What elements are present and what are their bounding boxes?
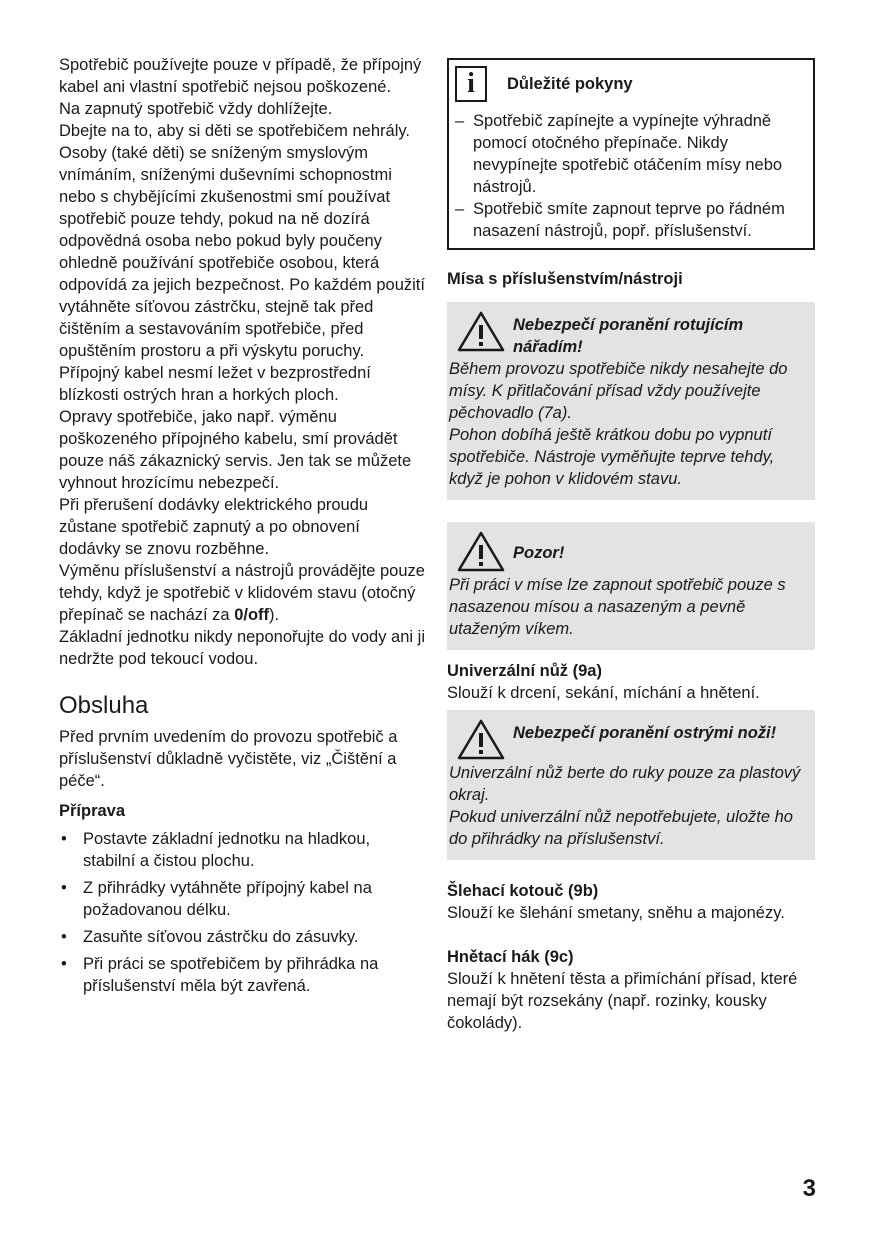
important-notes-box	[447, 58, 815, 250]
dough-hook-text: Slouží k hnětení těsta a přimíchání přísad, které nemají být rozsekány (např. rozinky, kousky čokolády).	[447, 970, 798, 1032]
list-item: – Spotřebič smíte zapnout teprve po řádném nasazení nástrojů, popř. příslušenství.	[455, 198, 805, 242]
list-item: • Při práci se spotřebičem by přihrádka na příslušenství měla být zavřená.	[59, 953, 425, 997]
section-title: Obsluha	[59, 692, 149, 719]
replace-text-after: ).	[269, 606, 280, 624]
dough-hook-title: Hnětací hák (9c)	[447, 948, 574, 966]
safety-paragraph-4: Přípojný kabel nesmí ležet v bezprostřední blízkosti ostrých hran a horkých ploch.	[59, 364, 371, 404]
info-icon: i	[455, 66, 487, 102]
section-intro: Před prvním uvedením do provozu spotřebič a příslušenství důkladně vyčistěte, viz „Čištění a péče“.	[59, 728, 398, 790]
warning-box-rotating-tools	[447, 302, 815, 500]
warning-triangle-icon	[449, 716, 513, 762]
left-column	[59, 54, 425, 1002]
safety-paragraph-6: Při přerušení dodávky elektrického proudu zůstane spotřebič zapnutý a po obnovení dodávky se znovu rozběhne.	[59, 496, 369, 558]
preparation-title: Příprava	[59, 802, 126, 820]
safety-paragraph-5: Opravy spotřebiče, jako např. výměnu poškozeného přípojného kabelu, smí provádět pouze náš zákaznický servis. Jen tak se můžete vyhnout hrozícímu nebezpečí.	[59, 408, 412, 492]
safety-paragraph-last: Základní jednotku nikdy neponořujte do vody ani ji nedržte pod tekoucí vodou.	[59, 628, 425, 668]
preparation-list	[59, 828, 425, 997]
warning-triangle-icon	[449, 308, 513, 354]
safety-paragraph-1: Spotřebič používejte pouze v případě, že přípojný kabel ani vlastní spotřebič nejsou poškozené.	[59, 56, 422, 96]
warning-text: Během provozu spotřebiče nikdy nesahejte do mísy. K přitlačování přísad vždy používejte pěchovadlo (7a).	[449, 360, 788, 422]
warning-triangle-icon	[449, 528, 513, 574]
warning-title: Nebezpečí poranění ostrými noži!	[513, 724, 777, 742]
warning-title: Pozor!	[513, 544, 565, 562]
whisk-title: Šlehací kotouč (9b)	[447, 882, 599, 900]
blade-text: Slouží k drcení, sekání, míchání a hnětení.	[447, 684, 760, 702]
safety-paragraph-3: Dbejte na to, aby si děti se spotřebičem nehrály. Osoby (také děti) se sníženým smyslovým vnímáním, sníženými duševními schopnostmi nebo s chybějícími zkušenostmi smí používat spotřebič pouze tehdy, pokud na ně dozírá odpovědná osoba nebo pokud byly poučeny ohledně používání spotřebiče osobou, která odpovídá za jejich bezpečnost. Po každém použití vytáhněte síťovou zástrčku, stejně tak před čištěním a sestavováním spotřebiče, před opuštěním prostoru a při výskytu poruchy.	[59, 122, 425, 360]
whisk-text: Slouží ke šlehání smetany, sněhu a majonézy.	[447, 904, 785, 922]
safety-paragraph-2: Na zapnutý spotřebič vždy dohlížejte.	[59, 100, 333, 118]
important-notes-list	[455, 110, 805, 242]
list-item: • Zasuňte síťovou zástrčku do zásuvky.	[59, 926, 425, 948]
page-number: 3	[802, 1175, 816, 1202]
replace-text-before: Výměnu příslušenství a nástrojů provádějte pouze tehdy, když je spotřebič v klidovém stavu (otočný přepínač se nachází za	[59, 562, 425, 624]
list-item: • Z přihrádky vytáhněte přípojný kabel na požadovanou délku.	[59, 877, 425, 921]
bowl-section-title: Mísa s příslušenstvím/nástroji	[447, 270, 683, 288]
warning-text: Pokud univerzální nůž nepotřebujete, uložte ho do přihrádky na příslušenství.	[449, 808, 793, 848]
warning-text: Pohon dobíhá ještě krátkou dobu po vypnutí spotřebiče. Nástroje vyměňujte teprve tehdy, když je pohon v klidovém stavu.	[449, 426, 775, 488]
warning-box-caution	[447, 522, 815, 650]
list-item: – Spotřebič zapínejte a vypínejte výhradně pomocí otočného přepínače. Nikdy nevypínejte spotřebič otáčením mísy nebo nástrojů.	[455, 110, 805, 198]
safety-paragraph-replace	[59, 560, 425, 626]
switch-position: 0/off	[234, 606, 270, 624]
warning-box-sharp-blades	[447, 710, 815, 860]
list-item: • Postavte základní jednotku na hladkou, stabilní a čistou plochu.	[59, 828, 425, 872]
right-column	[447, 54, 815, 1034]
warning-title: Nebezpečí poranění rotujícím nářadím!	[513, 316, 744, 356]
important-notes-title: Důležité pokyny	[507, 75, 633, 93]
warning-text: Při práci v míse lze zapnout spotřebič pouze s nasazenou mísou a nasazeným a pevně utaženým víkem.	[449, 576, 786, 638]
warning-text: Univerzální nůž berte do ruky pouze za plastový okraj.	[449, 764, 801, 804]
blade-title: Univerzální nůž (9a)	[447, 662, 602, 680]
